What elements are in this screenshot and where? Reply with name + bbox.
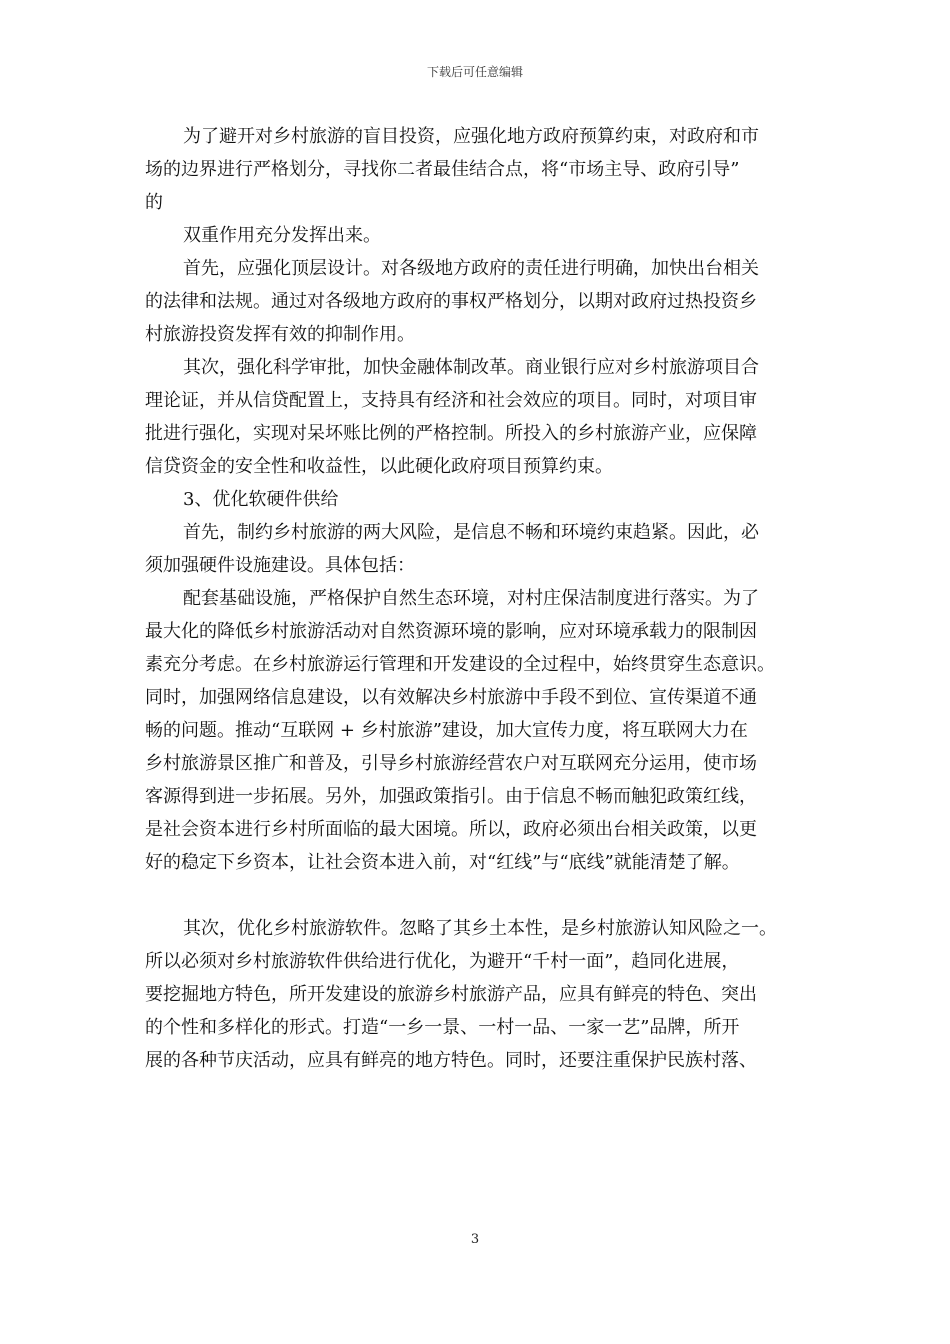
page-number: 3: [470, 1232, 480, 1247]
text-line: 乡村旅游景区推广和普及，引导乡村旅游经营农户对互联网充分运用，使市场: [145, 753, 757, 774]
text-line: 理论证，并从信贷配置上，支持具有经济和社会效应的项目。同时，对项目审: [145, 390, 757, 411]
page-header: 下载后可任意编辑: [426, 65, 523, 79]
text-line: 首先，应强化顶层设计。对各级地方政府的责任进行明确，加快出台相关: [183, 258, 759, 279]
text-line: 是社会资本进行乡村所面临的最大困境。所以，政府必须出台相关政策，以更: [145, 819, 757, 840]
text-line: 村旅游投资发挥有效的抑制作用。: [145, 324, 415, 345]
text-line: 畅的问题。推动“互联网 + 乡村旅游”建设，加大宣传力度，将互联网大力在: [145, 720, 748, 741]
text-line: 素充分考虑。在乡村旅游运行管理和开发建设的全过程中，始终贯穿生态意识。: [145, 654, 775, 675]
text-line: 最大化的降低乡村旅游活动对自然资源环境的影响，应对环境承载力的限制因: [145, 621, 757, 642]
section-heading: 3、优化软硬件供给: [183, 489, 339, 510]
text-line: 信贷资金的安全性和收益性，以此硬化政府项目预算约束。: [145, 456, 613, 477]
text-line: 的: [145, 192, 163, 213]
text-line: 其次，优化乡村旅游软件。忽略了其乡土本性，是乡村旅游认知风险之一。: [183, 918, 777, 939]
text-line: 场的边界进行严格划分，寻找你二者最佳结合点，将“市场主导、政府引导”: [145, 159, 740, 180]
text-line: 其次，强化科学审批，加快金融体制改革。商业银行应对乡村旅游项目合: [183, 357, 759, 378]
text-line: 的个性和多样化的形式。打造“一乡一景、一村一品、一家一艺”品牌，所开: [145, 1017, 740, 1038]
body-text: [145, 120, 810, 1077]
text-line: 所以必须对乡村旅游软件供给进行优化，为避开“千村一面”，趋同化进展，: [145, 951, 740, 972]
blank-line: [145, 879, 810, 912]
text-line: 配套基础设施，严格保护自然生态环境，对村庄保洁制度进行落实。为了: [183, 588, 759, 609]
text-line: 批进行强化，实现对呆坏账比例的严格控制。所投入的乡村旅游产业，应保障: [145, 423, 757, 444]
document-body: [145, 120, 810, 1077]
text-line: 双重作用充分发挥出来。: [183, 225, 381, 246]
text-line: 好的稳定下乡资本，让社会资本进入前，对“红线”与“底线”就能清楚了解。: [145, 852, 740, 873]
text-line: 为了避开对乡村旅游的盲目投资，应强化地方政府预算约束，对政府和市: [183, 126, 759, 147]
text-line: 客源得到进一步拓展。另外，加强政策指引。由于信息不畅而触犯政策红线，: [145, 786, 757, 807]
text-line: 要挖掘地方特色，所开发建设的旅游乡村旅游产品，应具有鲜亮的特色、突出: [145, 984, 757, 1005]
text-line: 同时，加强网络信息建设，以有效解决乡村旅游中手段不到位、宣传渠道不通: [145, 687, 757, 708]
text-line: 须加强硬件设施建设。具体包括：: [145, 555, 415, 576]
text-line: 展的各种节庆活动，应具有鲜亮的地方特色。同时，还要注重保护民族村落、: [145, 1050, 757, 1071]
text-line: 的法律和法规。通过对各级地方政府的事权严格划分，以期对政府过热投资乡: [145, 291, 757, 312]
text-line: 首先，制约乡村旅游的两大风险，是信息不畅和环境约束趋紧。因此，必: [183, 522, 759, 543]
